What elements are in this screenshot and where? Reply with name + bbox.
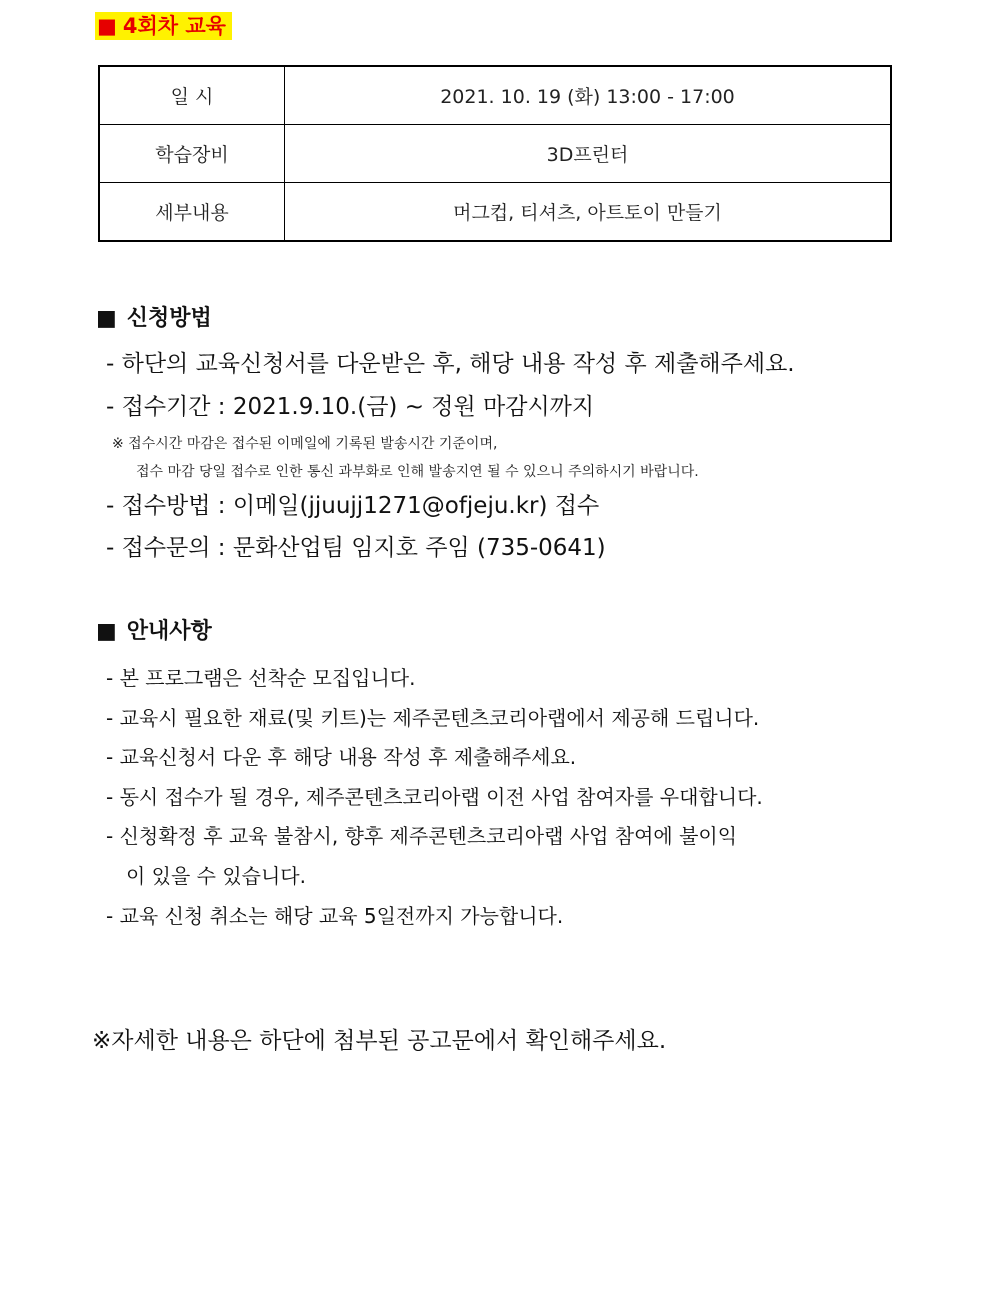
- apply-line-1: - 하단의 교육신청서를 다운받은 후, 해당 내용 작성 후 제출해주세요.: [106, 351, 795, 377]
- guide-item: - 동시 접수가 될 경우, 제주콘텐츠코리아랩 이전 사업 참여자를 우대합니다.: [106, 785, 763, 809]
- guide-item: - 교육시 필요한 재료(및 키트)는 제주콘텐츠코리아랩에서 제공해 드립니다.: [106, 706, 760, 730]
- info-table: [98, 65, 892, 242]
- apply-line-3: - 접수방법 : 이메일(jjuujj1271@ofjeju.kr) 접수: [106, 493, 600, 519]
- apply-note-1: ※ 접수시간 마감은 접수된 이메일에 기록된 발송시간 기준이며,: [112, 436, 498, 452]
- table-cell-label: 일 시: [99, 66, 285, 125]
- apply-line-4: - 접수문의 : 문화산업팀 임지호 주임 (735-0641): [106, 535, 606, 561]
- table-cell-value: 2021. 10. 19 (화) 13:00 - 17:00: [285, 66, 892, 125]
- guide-item: - 본 프로그램은 선착순 모집입니다.: [106, 666, 416, 690]
- footer-note: ※자세한 내용은 하단에 첨부된 공고문에서 확인해주세요.: [92, 1028, 667, 1054]
- apply-line-2: - 접수기간 : 2021.9.10.(금) ~ 정원 마감시까지: [106, 394, 595, 420]
- guide-item: - 신청확정 후 교육 불참시, 향후 제주콘텐츠코리아랩 사업 참여에 불이익: [106, 824, 738, 848]
- apply-section-heading: [96, 304, 212, 334]
- table-cell-value: 머그컵, 티셔츠, 아트토이 만들기: [285, 183, 892, 242]
- table-row: [99, 183, 891, 242]
- guide-item: - 교육 신청 취소는 해당 교육 5일전까지 가능합니다.: [106, 904, 564, 928]
- table-cell-label: 학습장비: [99, 125, 285, 183]
- session-title-text: 4회차 교육: [122, 14, 226, 38]
- square-bullet-icon: ■: [96, 306, 117, 331]
- apply-heading-text: 신청방법: [126, 306, 212, 331]
- table-cell-label: 세부내용: [99, 183, 285, 242]
- square-bullet-icon: ■: [96, 619, 117, 644]
- guide-heading-text: 안내사항: [126, 619, 212, 644]
- guide-item-continued: 이 있을 수 있습니다.: [126, 864, 306, 888]
- table-row: [99, 66, 891, 125]
- table-cell-value: 3D프린터: [285, 125, 892, 183]
- apply-note-2: 접수 마감 당일 접수로 인한 통신 과부화로 인해 발송지연 될 수 있으니 주의하시기 바랍니다.: [136, 464, 699, 480]
- guide-section-heading: [96, 617, 212, 647]
- square-bullet-icon: ■: [97, 14, 117, 38]
- session-title: [95, 12, 232, 40]
- guide-item: - 교육신청서 다운 후 해당 내용 작성 후 제출해주세요.: [106, 745, 577, 769]
- table-row: [99, 125, 891, 183]
